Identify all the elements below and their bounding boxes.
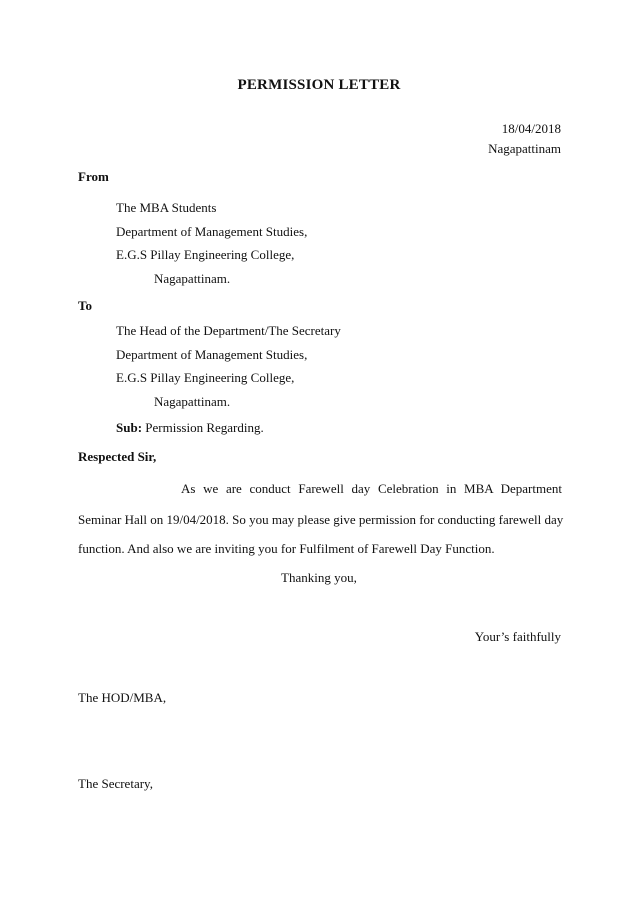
salutation: Respected Sir, bbox=[78, 449, 157, 464]
from-line: E.G.S Pillay Engineering College, bbox=[116, 247, 295, 262]
letter-date: 18/04/2018 bbox=[501, 121, 561, 136]
from-city: Nagapattinam. bbox=[154, 271, 231, 286]
cc-secretary: The Secretary, bbox=[78, 776, 153, 791]
subject-label: Sub: bbox=[116, 420, 143, 435]
thanking-line: Thanking you, bbox=[281, 570, 357, 585]
subject-text: Permission Regarding. bbox=[145, 420, 264, 435]
body-line: As we are conduct Farewell day Celebration in MBA Department bbox=[181, 481, 562, 496]
letter-place: Nagapattinam bbox=[488, 141, 561, 156]
from-line: Department of Management Studies, bbox=[116, 224, 308, 239]
closing-line: Your’s faithfully bbox=[474, 629, 561, 644]
cc-hod: The HOD/MBA, bbox=[78, 690, 167, 705]
to-line: Department of Management Studies, bbox=[116, 347, 308, 362]
to-line: E.G.S Pillay Engineering College, bbox=[116, 370, 295, 385]
body-line: function. And also we are inviting you for Fulfilment of Farewell Day Function. bbox=[78, 541, 495, 556]
to-label: To bbox=[78, 298, 92, 313]
subject-line bbox=[116, 420, 264, 436]
to-city: Nagapattinam. bbox=[154, 394, 231, 409]
letter-title: PERMISSION LETTER bbox=[237, 77, 401, 93]
body-line: Seminar Hall on 19/04/2018. So you may please give permission for conducting farewell day bbox=[78, 512, 564, 527]
to-line: The Head of the Department/The Secretary bbox=[116, 323, 341, 338]
from-label: From bbox=[78, 169, 109, 184]
from-line: The MBA Students bbox=[116, 200, 217, 215]
